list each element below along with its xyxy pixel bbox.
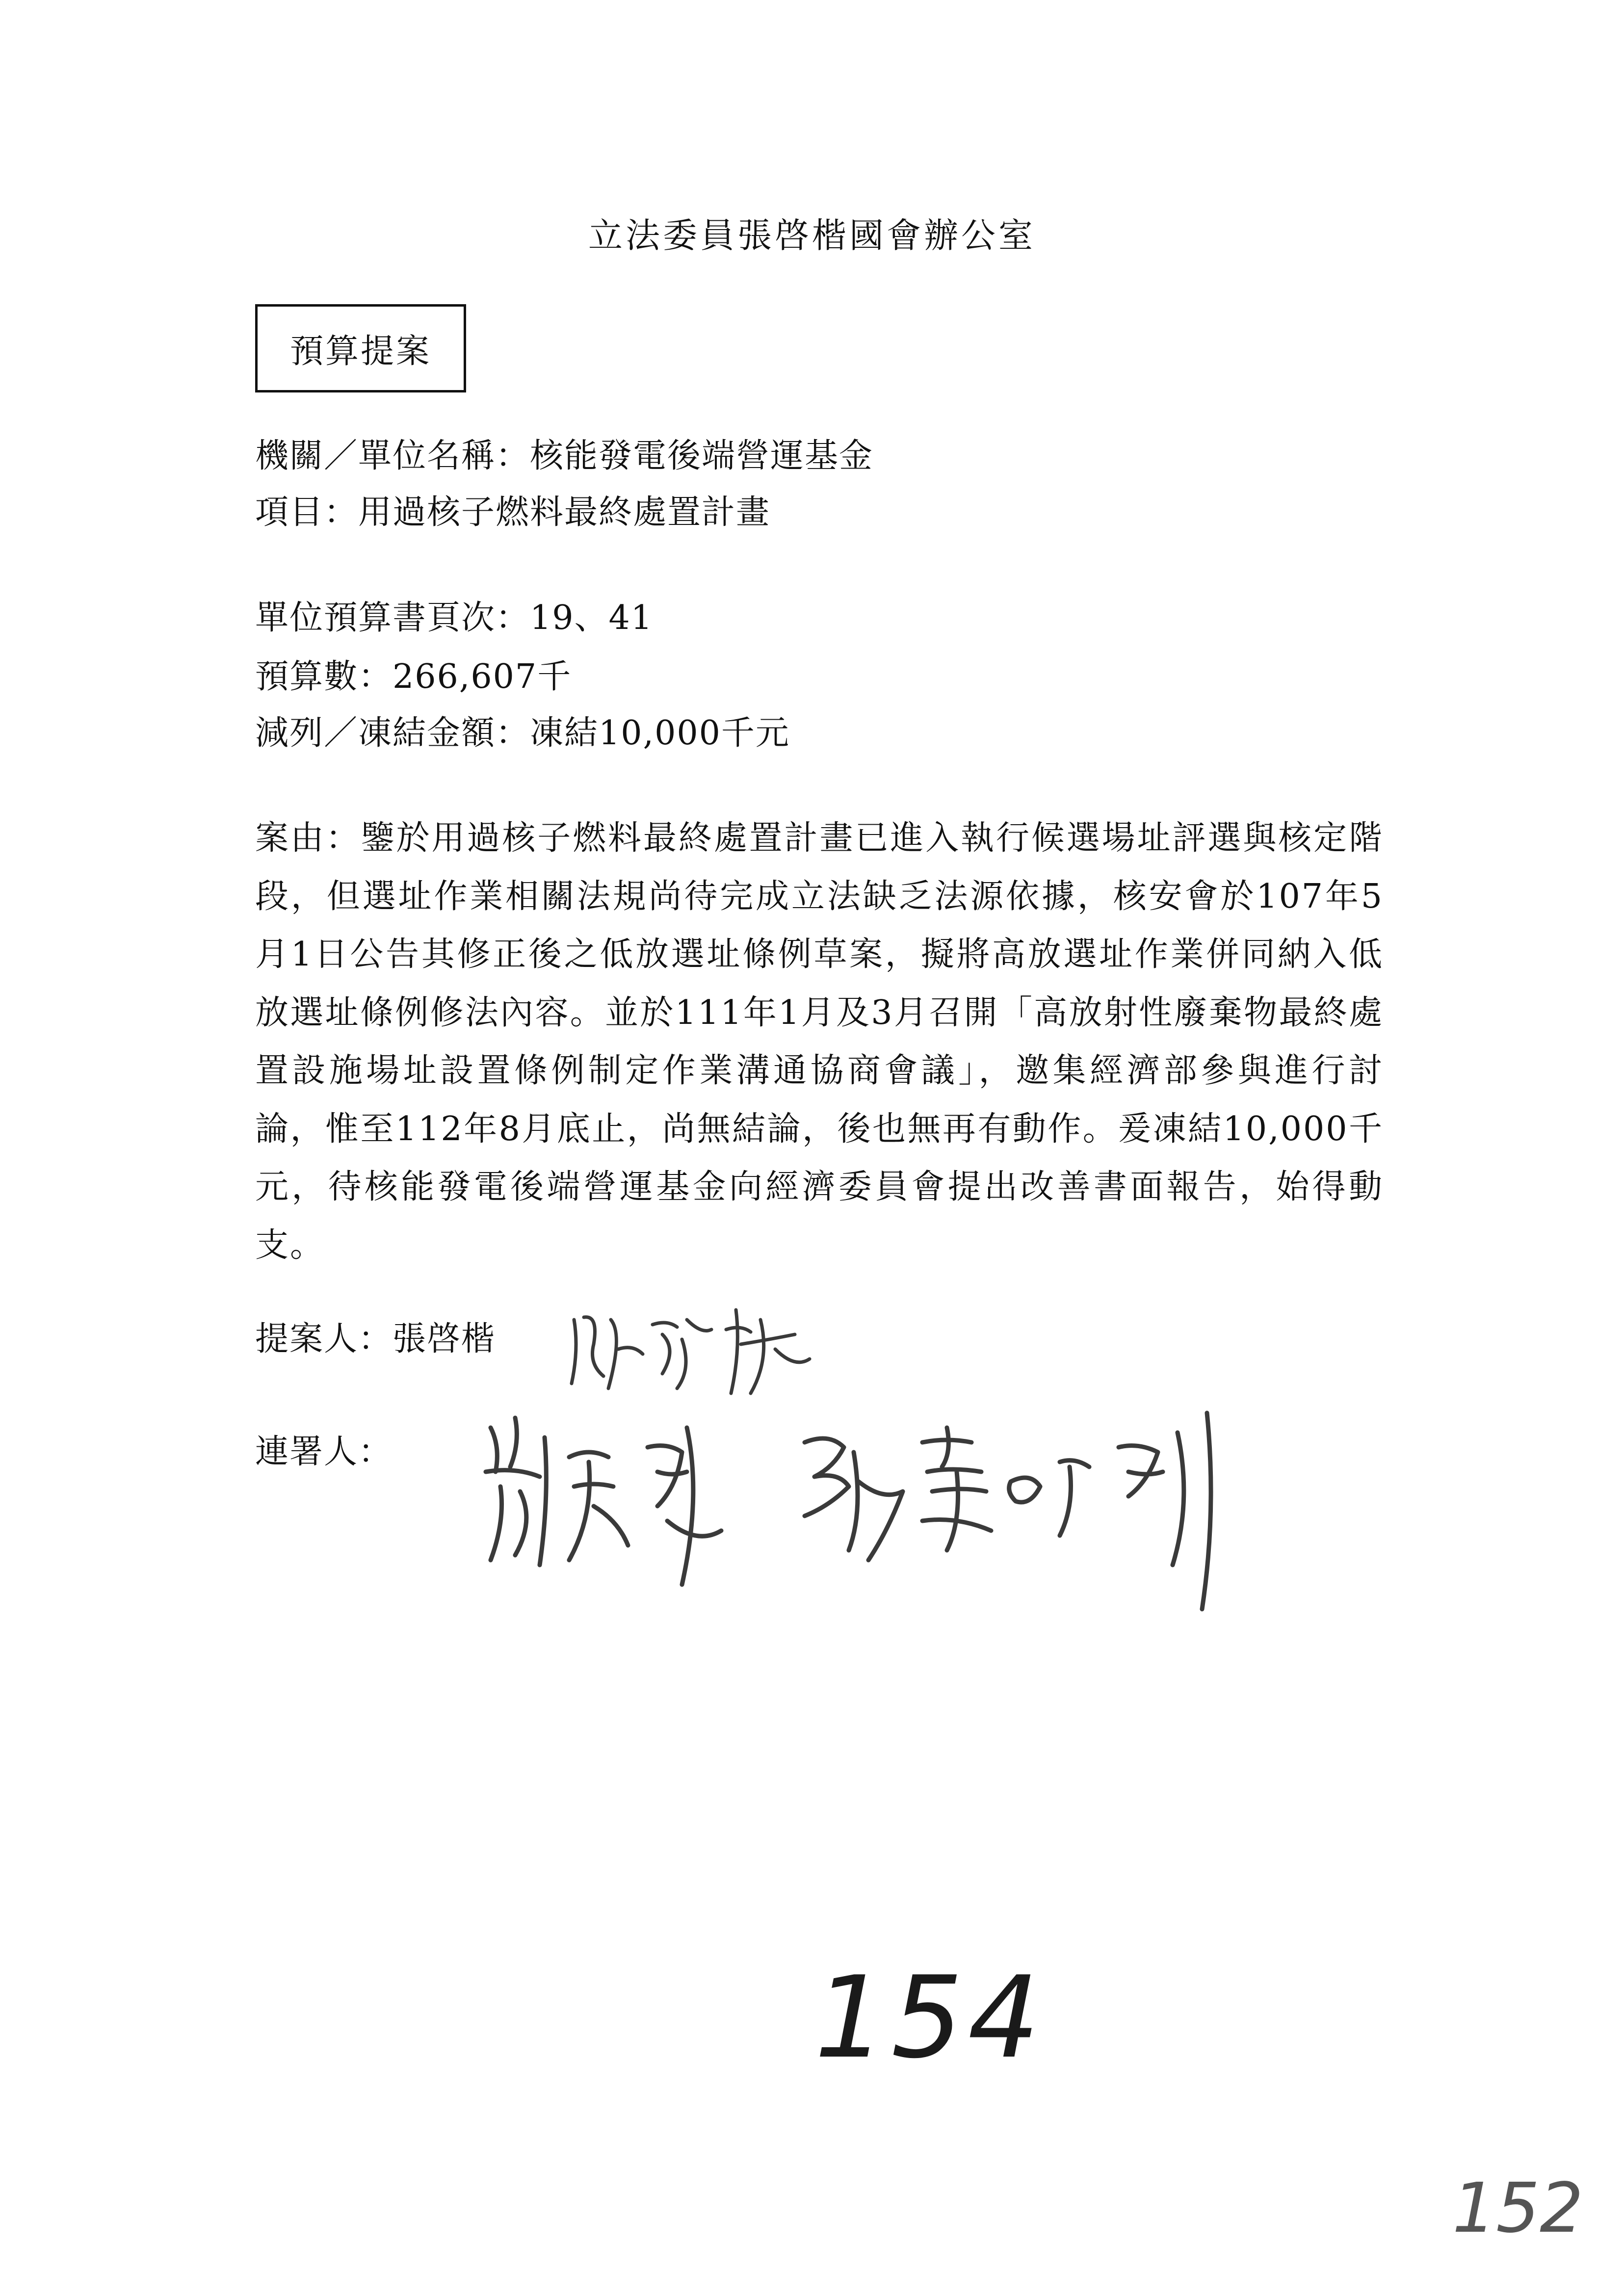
cosigner-signature-1: [471, 1398, 746, 1594]
page-number-main: 154: [814, 1953, 1045, 2084]
proposal-type-box: 預算提案: [255, 304, 466, 392]
proposer-signature: [564, 1290, 819, 1403]
agency-line: 機關／單位名稱：核能發電後端營運基金: [255, 437, 874, 475]
page-number-secondary: 152: [1452, 2168, 1584, 2248]
page-title: 立法委員張啓楷國會辦公室: [588, 215, 1036, 256]
proposer-line: 提案人：張啓楷: [255, 1320, 496, 1358]
item-line: 項目：用過核子燃料最終處置計畫: [255, 493, 771, 532]
reason-paragraph: 案由：鑒於用過核子燃料最終處置計畫已進入執行候選場址評選與核定階段，但選址作業相關法規尚待完成立法缺乏法源依據，核安會於107年5月1日公告其修正後之低放選址條例草案，擬將高放選址作業併同納入低放選址條例修法內容。並於111年1月及3月召開「高放射性廢棄物最終處置設施場址設置條例制定作業溝通協商會議」，邀集經濟部參與進行討論，惟至112年8月底止，尚無結論，後也無再有動作。爰凍結10,000千元，待核能發電後端營運基金向經濟委員會提出改善書面報告，始得動支。: [255, 819, 1384, 1265]
cosigner-signature-2: [785, 1403, 1266, 1619]
page-ref-line: 單位預算書頁次：19、41: [255, 599, 654, 637]
cut-freeze-line: 減列／凍結金額：凍結10,000千元: [255, 714, 790, 753]
cosigner-line: 連署人：: [255, 1433, 393, 1471]
budget-line: 預算數：266,607千: [255, 657, 572, 696]
